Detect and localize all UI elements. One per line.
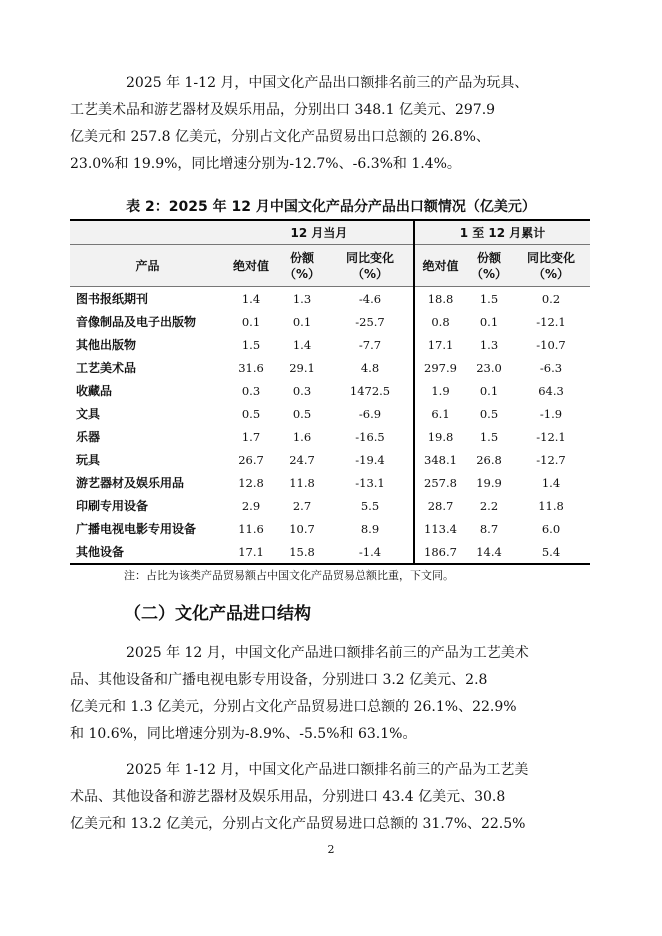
cell-month-share: 0.5: [292, 406, 312, 421]
cell-month-share: 1.3: [292, 291, 312, 306]
cell-month-abs: 0.5: [241, 406, 261, 421]
text-line: 亿美元和 1.3 亿美元，分别占文化产品贸易进口总额的 26.1%、22.9%: [70, 699, 517, 715]
cell-year-abs: 19.8: [427, 429, 454, 444]
paragraph-import-month: [70, 640, 592, 748]
column-header-month-yoy: 同比变化 （%）: [327, 245, 414, 287]
cell-year-abs: 0.8: [431, 314, 450, 329]
header-empty-cell: [70, 220, 225, 245]
column-header-month-share: 份额 （%）: [277, 245, 327, 287]
cell-month-share: 2.7: [292, 498, 312, 513]
cell-product: 其他出版物: [76, 338, 137, 352]
cell-month-abs: 1.5: [241, 337, 261, 352]
cell-month-share: 11.8: [289, 475, 315, 490]
cell-year-abs: 1.9: [431, 383, 450, 398]
table-note: 注：占比为该类产品贸易额占中国文化产品贸易总额比重，下文同。: [124, 569, 454, 582]
cell-month-abs: 1.4: [241, 291, 261, 306]
cell-year-abs: 257.8: [424, 475, 457, 490]
cell-year-abs: 113.4: [424, 521, 457, 536]
table-row: [70, 425, 590, 448]
table-row: [70, 402, 590, 425]
cell-month-share: 10.7: [289, 521, 315, 536]
cell-year-abs: 17.1: [427, 337, 454, 352]
cell-year-share: 26.8: [476, 452, 502, 467]
table-row: [70, 494, 590, 517]
column-header-year-abs: 绝对值: [414, 245, 466, 287]
column-header-month-abs: 绝对值: [225, 245, 277, 287]
cell-product: 其他设备: [70, 540, 225, 564]
column-header-product: 产品: [70, 245, 225, 287]
cell-year-share: 0.1: [479, 383, 499, 398]
cell-month-abs: 31.6: [238, 360, 264, 375]
column-header-year-yoy: 同比变化 （%）: [512, 245, 590, 287]
cell-year-yoy: 5.4: [512, 540, 590, 564]
cell-product: 文具: [76, 407, 101, 421]
table-row: [70, 287, 590, 311]
cell-year-share: 19.9: [476, 475, 502, 490]
cell-year-yoy: 1.4: [541, 475, 561, 490]
cell-month-yoy: -6.9: [327, 402, 414, 425]
cell-month-yoy: -13.1: [327, 471, 414, 494]
text-line: 亿美元和 13.2 亿美元，分别占文化产品贸易进口总额的 31.7%、22.5%: [70, 816, 526, 832]
export-table: [70, 219, 590, 565]
section-heading: （二）文化产品进口结构: [124, 604, 311, 624]
cell-year-abs: 297.9: [424, 360, 457, 375]
cell-month-share: 1.6: [292, 429, 312, 444]
cell-year-yoy: -6.3: [539, 360, 563, 375]
cell-product: 收藏品: [76, 384, 113, 398]
cell-month-abs: 0.3: [241, 383, 261, 398]
cell-year-yoy: 64.3: [538, 383, 564, 398]
cell-year-abs: 348.1: [424, 452, 457, 467]
cell-month-yoy: -16.5: [327, 425, 414, 448]
cell-month-abs: 1.7: [241, 429, 261, 444]
cell-year-abs: 28.7: [427, 498, 454, 513]
cell-month-share: 15.8: [277, 540, 327, 564]
cell-month-yoy: 8.9: [327, 517, 414, 540]
cell-year-share: 1.5: [479, 291, 499, 306]
group-header-year: 1 至 12 月累计: [414, 220, 590, 245]
paragraph-import-year: [70, 757, 592, 838]
cell-year-yoy: 11.8: [538, 498, 564, 513]
cell-month-abs: 26.7: [238, 452, 264, 467]
text-line: 2025 年 1-12 月，中国文化产品进口额排名前三的产品为工艺美: [126, 762, 529, 778]
cell-month-share: 29.1: [289, 360, 315, 375]
cell-year-share: 23.0: [476, 360, 502, 375]
cell-month-yoy: 5.5: [327, 494, 414, 517]
text-line: 2025 年 12 月，中国文化产品进口额排名前三的产品为工艺美术: [126, 645, 529, 661]
table-caption: 表 2：2025 年 12 月中国文化产品分产品出口额情况（亿美元）: [126, 199, 536, 215]
cell-product: 游艺器材及娱乐用品: [76, 476, 185, 490]
cell-year-share: 1.3: [479, 337, 499, 352]
cell-month-share: 0.1: [292, 314, 312, 329]
table-row: [70, 517, 590, 540]
cell-product: 工艺美术品: [76, 361, 137, 375]
cell-month-yoy: 1472.5: [327, 379, 414, 402]
cell-month-abs: 12.8: [238, 475, 264, 490]
text-line: 亿美元和 257.8 亿美元，分别占文化产品贸易出口总额的 26.8%、: [70, 129, 490, 145]
table-row: [70, 540, 590, 564]
cell-month-share: 24.7: [289, 452, 315, 467]
cell-year-yoy: -1.9: [539, 406, 563, 421]
page-number: 2: [327, 843, 335, 856]
table-row: [70, 379, 590, 402]
cell-month-abs: 17.1: [225, 540, 277, 564]
text-line: 2025 年 1-12 月，中国文化产品出口额排名前三的产品为玩具、: [126, 75, 529, 91]
column-header-year-share: 份额 （%）: [466, 245, 512, 287]
cell-year-abs: 6.1: [431, 406, 450, 421]
text-line: 术品、其他设备和游艺器材及娱乐用品，分别进口 43.4 亿美元、30.8: [70, 789, 506, 805]
cell-month-yoy: 4.8: [327, 356, 414, 379]
text-line: 和 10.6%，同比增速分别为-8.9%、-5.5%和 63.1%。: [70, 726, 417, 742]
cell-product: 广播电视电影专用设备: [76, 522, 197, 536]
cell-product: 音像制品及电子出版物: [76, 315, 197, 329]
cell-year-share: 14.4: [466, 540, 512, 564]
cell-year-share: 0.5: [479, 406, 499, 421]
cell-year-share: 2.2: [479, 498, 499, 513]
cell-year-yoy: -12.7: [536, 452, 566, 467]
paragraph-export-top3: [70, 70, 592, 178]
text-line: 工艺美术品和游艺器材及娱乐用品，分别出口 348.1 亿美元、297.9: [70, 102, 496, 118]
text-line: 品、其他设备和广播电视电影专用设备，分别进口 3.2 亿美元、2.8: [70, 672, 488, 688]
cell-year-abs: 18.8: [427, 291, 454, 306]
cell-product: 图书报纸期刊: [76, 292, 149, 306]
cell-month-yoy: -1.4: [327, 540, 414, 564]
cell-month-abs: 2.9: [241, 498, 261, 513]
cell-product: 印刷专用设备: [76, 499, 149, 513]
cell-year-abs: 186.7: [414, 540, 466, 564]
cell-month-abs: 0.1: [241, 314, 261, 329]
cell-year-yoy: -10.7: [536, 337, 566, 352]
cell-year-share: 0.1: [479, 314, 499, 329]
table-row: [70, 333, 590, 356]
text-line: 23.0%和 19.9%，同比增速分别为-12.7%、-6.3%和 1.4%。: [70, 156, 461, 172]
cell-month-share: 0.3: [292, 383, 312, 398]
cell-month-yoy: -25.7: [327, 310, 414, 333]
cell-year-yoy: -12.1: [536, 429, 566, 444]
cell-year-yoy: 6.0: [541, 521, 561, 536]
table-row: [70, 356, 590, 379]
cell-month-share: 1.4: [292, 337, 312, 352]
table-row: [70, 448, 590, 471]
cell-month-abs: 11.6: [238, 521, 264, 536]
table-row: [70, 471, 590, 494]
cell-year-share: 8.7: [479, 521, 499, 536]
group-header-month: 12 月当月: [225, 220, 414, 245]
cell-product: 乐器: [76, 430, 101, 444]
cell-year-share: 1.5: [479, 429, 499, 444]
table-row: [70, 310, 590, 333]
cell-month-yoy: -7.7: [327, 333, 414, 356]
cell-month-yoy: -4.6: [327, 287, 414, 311]
cell-product: 玩具: [76, 453, 101, 467]
cell-year-yoy: 0.2: [541, 291, 561, 306]
cell-year-yoy: -12.1: [536, 314, 566, 329]
cell-month-yoy: -19.4: [327, 448, 414, 471]
